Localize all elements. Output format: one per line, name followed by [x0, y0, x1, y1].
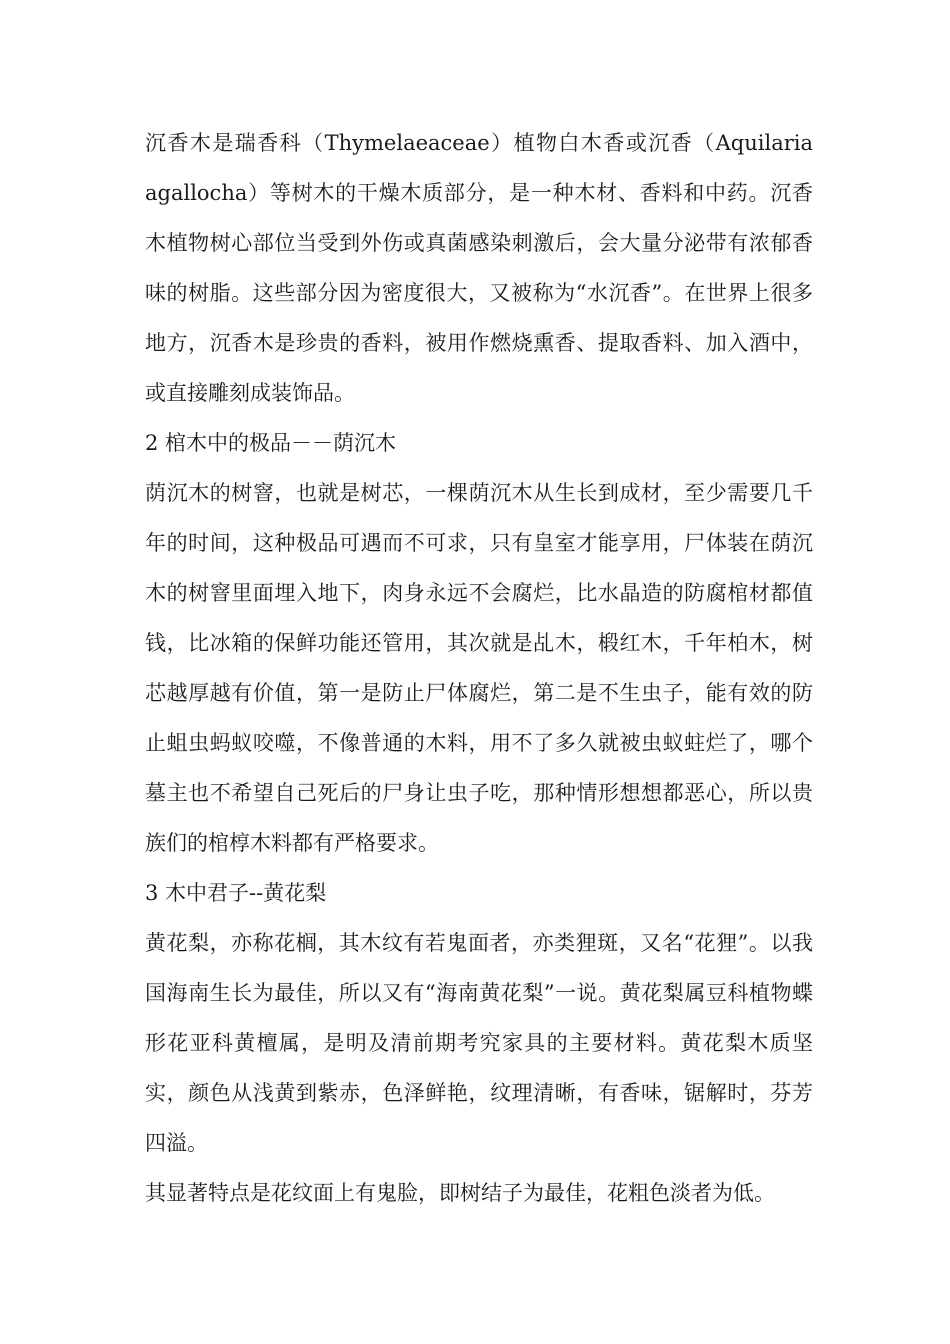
paragraph-huanghuali-feature: 其显著特点是花纹面上有鬼脸，即树结子为最佳，花粗色淡者为低。 — [145, 1181, 775, 1205]
section-heading-2: 2 棺木中的极品－－荫沉木 — [145, 431, 397, 455]
paragraph-huanghuali: 黄花梨，亦称花榈，其木纹有若鬼面者，亦类狸斑，又名“花狸”。以我国海南生长为最佳，所以又有“海南黄花梨”一说。黄花梨属豆科植物蝶形花亚科黄檀属，是明及清前期考究家具的主要材料。黄花梨木质坚实，颜色从浅黄到紫赤，色泽鲜艳，纹理清晰，有香味，锯解时，芬芳四溢。 — [145, 931, 813, 1155]
section-heading-3: 3 木中君子--黄花梨 — [145, 881, 327, 905]
paragraph-agarwood: 沉香木是瑞香科（Thymelaeaceae）植物白木香或沉香（Aquilaria agallocha）等树木的干燥木质部分，是一种木材、香料和中药。沉香木植物树心部位当受到外伤或真菌感染刺激后，会大量分泌带有浓郁香味的树脂。这些部分因为密度很大，又被称为“水沉香”。在世界上很多地方，沉香木是珍贵的香料，被用作燃烧熏香、提取香料、加入酒中，或直接雕刻成装饰品。 — [145, 131, 813, 405]
paragraph-yinchenmu: 荫沉木的树窨，也就是树芯，一棵荫沉木从生长到成材，至少需要几千年的时间，这种极品可遇而不可求，只有皇室才能享用，尸体装在荫沉木的树窨里面埋入地下，肉身永远不会腐烂，比水晶造的防腐棺材都值钱，比冰箱的保鲜功能还管用，其次就是乩木，椴红木，千年柏木，树芯越厚越有价值，第一是防止尸体腐烂，第二是不生虫子，能有效的防止蛆虫蚂蚁咬噬，不像普通的木料，用不了多久就被虫蚁蛀烂了，哪个墓主也不希望自己死后的尸身让虫子吃，那种情形想想都恶心，所以贵族们的棺椁木料都有严格要求。 — [145, 481, 813, 855]
document-body — [145, 118, 813, 1218]
